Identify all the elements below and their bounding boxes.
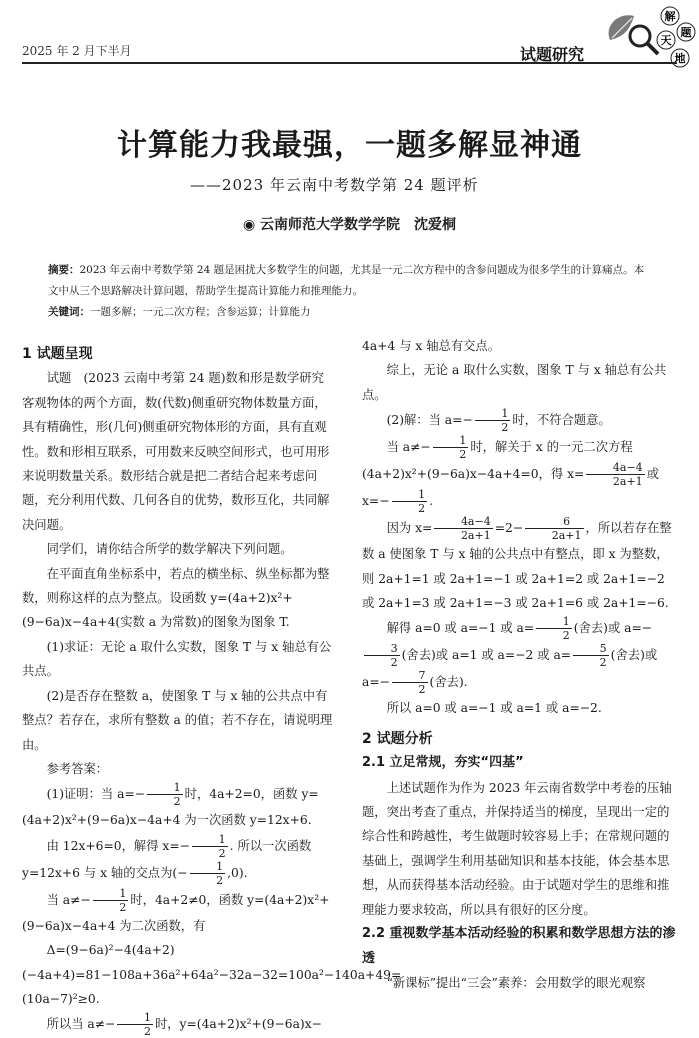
paragraph: 由 12x+6=0，解得 x=− $\frac{1}{2}$ . 所以一次函数 y=12x+6 与 x 轴的交点为(− $\frac{1}{2}$ ,0). — [22, 832, 312, 887]
subsection-heading: 2.1 立足常规，夯实“四基” — [362, 755, 524, 771]
issue-date: 2025 年 2 月下半月 — [22, 44, 132, 58]
fraction: $\frac{4a-4}{2a+1}$ — [586, 461, 644, 488]
paragraph: (2)解：当 a=− $\frac{1}{2}$ 时，不符合题意。 — [386, 407, 611, 435]
paragraph: 解得 a=0 或 a=−1 或 a= $\frac{1}{2}$ (舍去)或 a=− $\frac{3}{2}$ (舍去)或 a=1 或 a=−2 或 a= $\frac{5}{2}$ (舍去)或 a=− $\frac{7}{2}$ (舍去). — [362, 615, 658, 697]
fraction: $\frac{1}{2}$ — [475, 407, 511, 434]
abstract-label: 摘要： — [48, 264, 80, 276]
keywords-text: 一题多解；一元二次方程；含参运算；计算能力 — [90, 306, 311, 318]
paragraph: 综上，无论 a 取什么实数，图象 T 与 x 轴总有公共点。 — [362, 363, 667, 402]
paragraph: 因为 x= $\frac{4a-4}{2a+1}$ =2− $\frac{6}{2a+1}$ ，所以若存在整数 a 使图象 T 与 x 轴的公共点中有整点，即 x 为整数，则 2a+1=1 或 2a+1=−1 或 2a+1=2 或 2a+1=−2 或 2a+1=3 或 2a+1=−3 或 2a+1=6 或 2a+1=−6. — [362, 515, 672, 611]
keywords — [48, 302, 652, 323]
paragraph: 所以 a=0 或 a=−1 或 a=1 或 a=−2. — [386, 701, 602, 716]
subsection-heading: 2.2 重视数学基本活动经验的积累和数学思想方法的渗透 — [362, 926, 676, 966]
keywords-label: 关键词： — [48, 306, 90, 318]
paragraph: (1)求证：无论 a 取什么实数，图象 T 与 x 轴总有公共点。 — [22, 639, 332, 679]
fraction: $\frac{1}{2}$ — [192, 833, 228, 860]
paragraph: 在平面直角坐标系中，若点的横坐标、纵坐标都为整数，则称这样的点为整点。设函数 y=(4a+2)x²+(9−6a)x−4a+4(实数 a 为常数)的图象为图象 T. — [22, 566, 330, 630]
paragraph: (1)证明：当 a=− $\frac{1}{2}$ 时，4a+2=0，函数 y=(4a+2)x²+(9−6a)x−4a+4 为一次函数 y=12x+6. — [22, 781, 319, 828]
paragraph: “新课标”提出“三会”素养：会用数学的眼光观察 — [386, 975, 646, 990]
abstract — [48, 260, 652, 302]
paragraph: Δ=(9−6a)²−4(4a+2)(−4a+4)=81−108a+36a²+64a²−32a−32=100a²−140a+49=(10a−7)²≥0. — [22, 943, 402, 1006]
fraction: $\frac{1}{2}$ — [392, 488, 428, 515]
paragraph: 当 a≠− $\frac{1}{2}$ 时，4a+2≠0，函数 y=(4a+2)x²+(9−6a)x−4a+4 为二次函数，有 — [22, 886, 330, 933]
paragraph: 上述试题作为作为 2023 年云南省数学中考卷的压轴题，突出考查了重点，并保持适当的梯度，呈现出一定的综合性和跨越性，考生做题时较容易上手；在常规问题的基础上，强调学生利用基础知识和基本技能，体会基本思想，从而获得基本活动经验。由于试题对学生的思维和推理能力要求较高，所以具有很好的区分度。 — [362, 780, 672, 917]
logo-char-4: 地 — [674, 52, 686, 65]
header-divider — [22, 62, 677, 64]
paragraph: 4a+4 与 x 轴总有交点。 — [362, 339, 501, 353]
fraction: $\frac{4a-4}{2a+1}$ — [434, 515, 492, 542]
paragraph: (2)是否存在整数 a，使图象 T 与 x 轴的公共点中有整点？若存在，求所有整数 a 的值；若不存在，请说明理由。 — [22, 688, 333, 752]
leaf-magnifier-logo — [600, 6, 696, 70]
fraction: $\frac{1}{2}$ — [93, 887, 129, 914]
fraction: $\frac{1}{2}$ — [147, 781, 183, 808]
abstract-text: 2023 年云南中考数学第 24 题是困扰大多数学生的问题，尤其是一元二次方程中的含参问题成为很多学生的计算痛点。本文中从三个思路解决计算问题，帮助学生提高计算能力和推理能力。 — [48, 264, 645, 297]
logo-char-3: 天 — [660, 34, 672, 47]
logo-char-2: 题 — [680, 26, 692, 39]
fraction: $\frac{3}{2}$ — [364, 642, 400, 669]
section-heading: 2 试题分析 — [362, 730, 433, 747]
fraction: $\frac{7}{2}$ — [392, 669, 428, 696]
paragraph: 参考答案： — [46, 761, 109, 776]
fraction: $\frac{1}{2}$ — [433, 434, 469, 461]
fraction: $\frac{1}{2}$ — [190, 860, 226, 887]
fraction: $\frac{5}{2}$ — [573, 642, 609, 669]
paragraph: 同学们，请你结合所学的数学解决下列问题。 — [46, 542, 293, 557]
right-column — [362, 334, 676, 995]
author-line: ◉ 云南师范大学数学学院 沈爱桐 — [242, 217, 457, 233]
paragraph: 试题 (2023 云南中考第 24 题)数和形是数学研究客观物体的两个方面，数(代数)侧重研究物体数量方面，具有精确性，形(几何)侧重研究物体形的方面，具有直观性。数和形相互联系，可用数来反映空间形式，也可用形来说明数量关系。数形结合就是把二者结合起来考虑问题，充分利用代数、几何各自的优势，数形互化，共同解决问题。 — [22, 371, 330, 532]
logo-char-1: 解 — [664, 10, 676, 23]
section-heading: 1 试题呈现 — [22, 346, 93, 362]
paragraph: 所以当 a≠− $\frac{1}{2}$ 时，y=(4a+2)x²+(9−6a)x− — [46, 1011, 322, 1038]
column-name: 试题研究 — [520, 45, 585, 64]
article-title: 计算能力我最强，一题多解显神通 — [117, 128, 582, 163]
paragraph: 当 a≠− $\frac{1}{2}$ 时，解关于 x 的一元二次方程(4a+2)x²+(9−6a)x−4a+4=0，得 x= $\frac{4a-4}{2a+1}$ 或 x=− $\frac{1}{2}$ . — [362, 434, 659, 516]
fraction: $\frac{1}{2}$ — [536, 615, 572, 642]
fraction: $\frac{1}{2}$ — [117, 1011, 153, 1038]
fraction: $\frac{6}{2a+1}$ — [525, 515, 583, 542]
article-subtitle: ——2023 年云南中考数学第 24 题评析 — [190, 176, 479, 194]
